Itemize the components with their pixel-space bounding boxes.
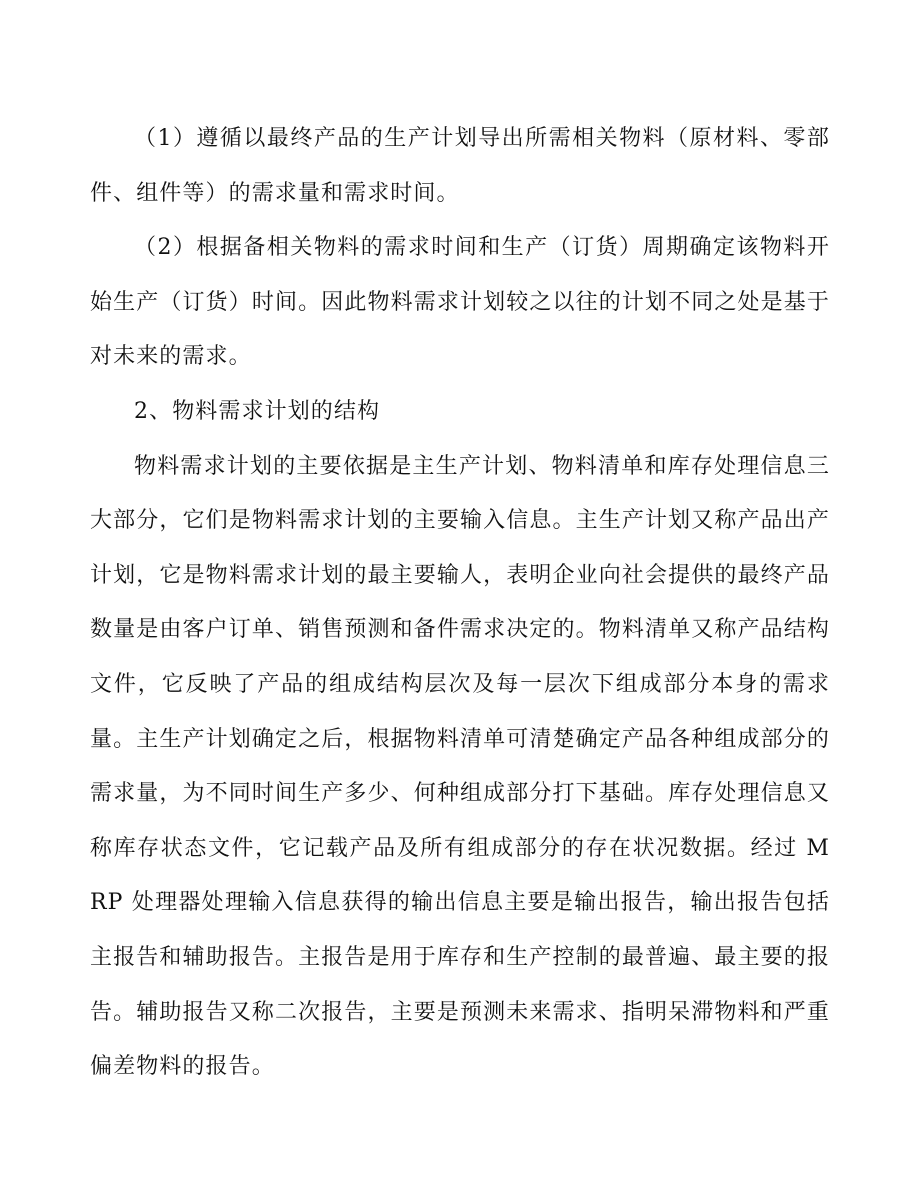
- paragraph-structure: 物料需求计划的主要依据是主生产计划、物料清单和库存处理信息三大部分，它们是物料需求计划的主要输入信息。主生产计划又称产品出产计划，它是物料需求计划的最主要输人，表明企业向社会提供的最终产品数量是由客户订单、销售预测和备件需求决定的。物料清单又称产品结构文件，它反映了产品的组成结构层次及每一层次下组成部分本身的需求量。主生产计划确定之后，根据物料清单可清楚确定产品各种组成部分的需求量，为不同时间生产多少、何种组成部分打下基础。库存处理信息又称库存状态文件，它记载产品及所有组成部分的存在状况数据。经过 MRP 处理器处理输入信息获得的输出信息主要是输出报告，输出报告包括主报告和辅助报告。主报告是用于库存和生产控制的最普遍、最主要的报告。辅助报告又称二次报告，主要是预测未来需求、指明呆滞物料和严重偏差物料的报告。: [90, 453, 830, 1080]
- paragraph-point-2: （2）根据备相关物料的需求时间和生产（订货）周期确定该物料开始生产（订货）时间。因此物料需求计划较之以往的计划不同之处是基于对未来的需求。: [90, 235, 830, 370]
- paragraph-point-1: （1）遵循以最终产品的生产计划导出所需相关物料（原材料、零部件、组件等）的需求量和需求时间。: [90, 126, 830, 206]
- document-body: [90, 112, 830, 1095]
- section-heading: 2、物料需求计划的结构: [134, 398, 381, 424]
